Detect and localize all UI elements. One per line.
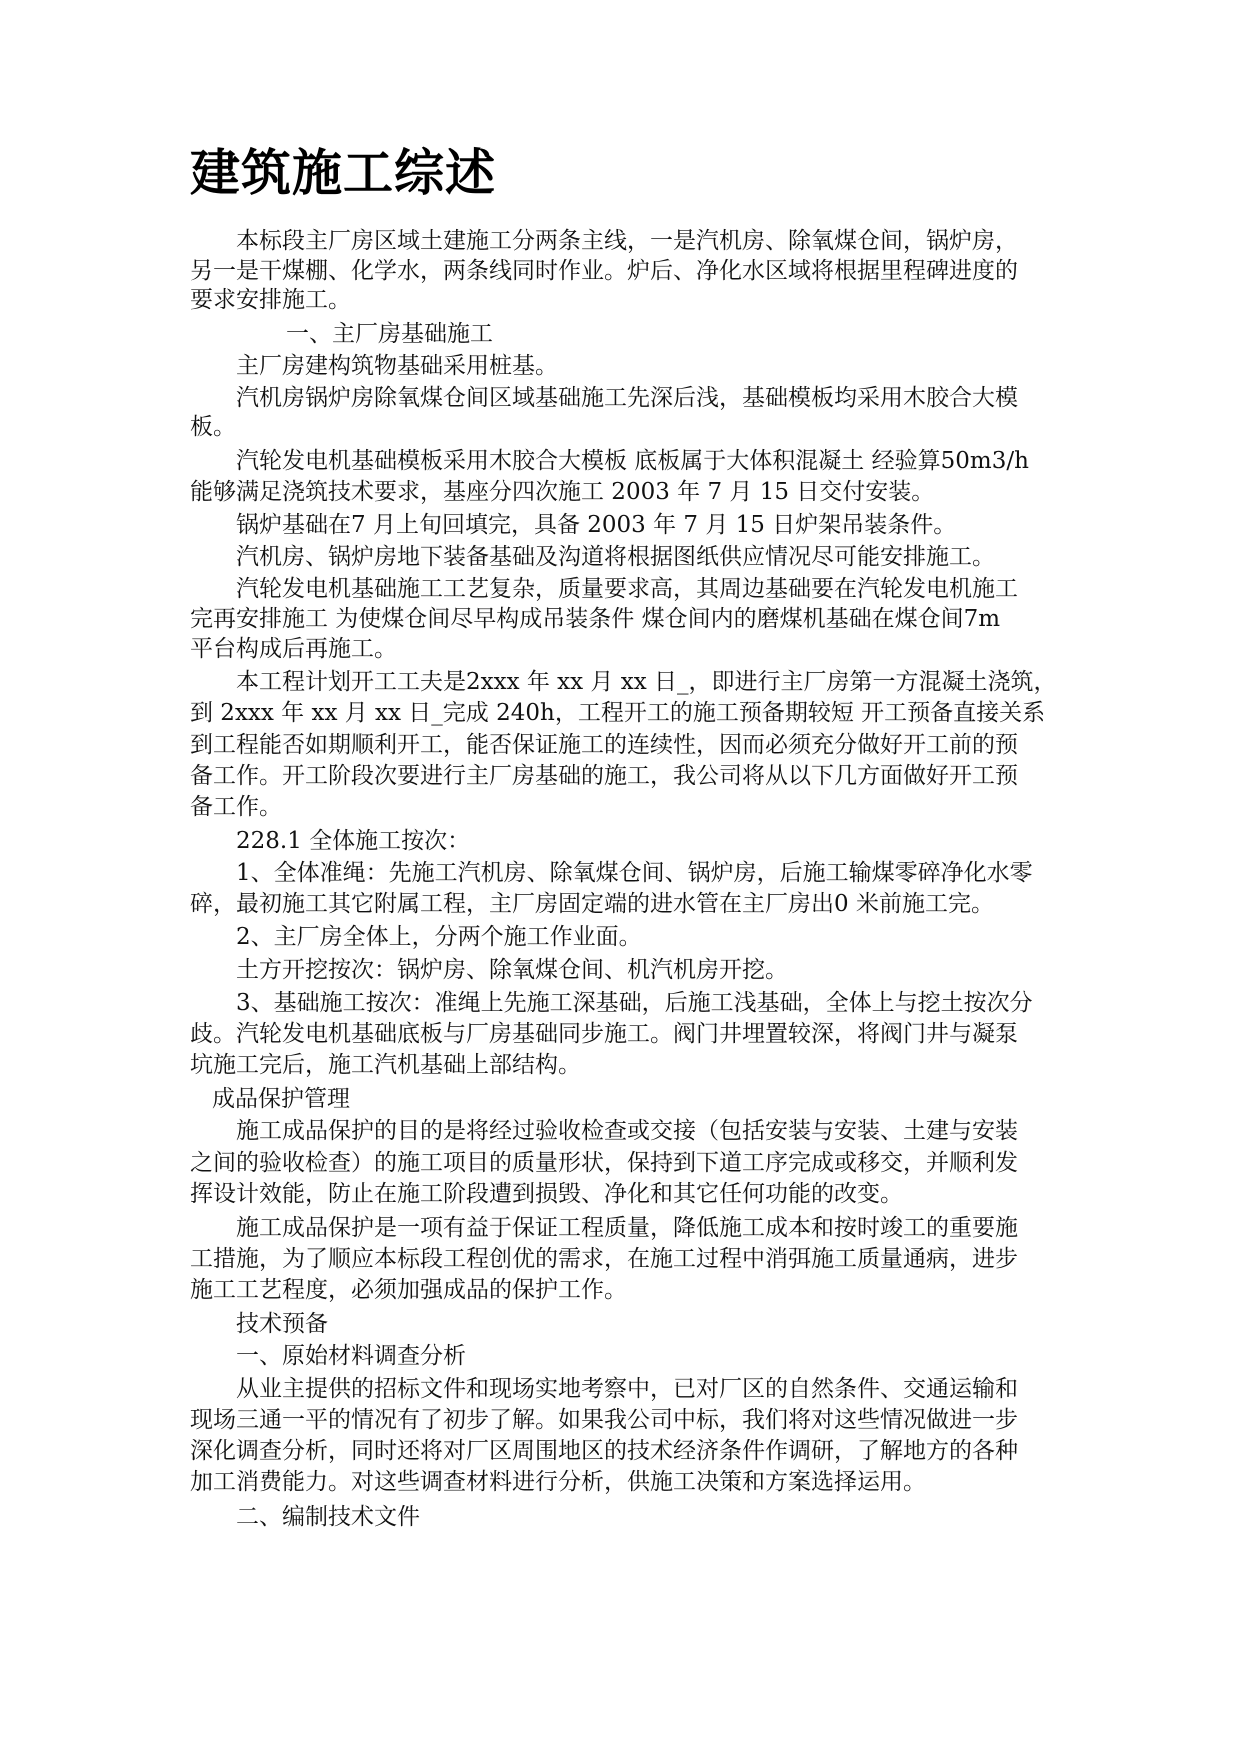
paragraph-line: 本标段主厂房区域土建施工分两条主线，一是汽机房、除氧煤仓间，锅炉房， [236,228,1018,254]
section-heading: 一、原始材料调查分析 [236,1343,466,1369]
paragraph-line: 挥设计效能，防止在施工阶段遭到损毁、净化和其它任何功能的改变。 [190,1181,903,1207]
paragraph-line: 到 2xxx 年 xx 月 xx 日_完成 240h，工程开工的施工预备期较短 开工预备直接关系 [190,700,1046,726]
paragraph-line: 土方开挖按次：锅炉房、除氧煤仓间、机汽机房开挖。 [236,957,788,983]
paragraph-line: 锅炉基础在7 月上旬回填完，具备 2003 年 7 月 15 日炉架吊装条件。 [236,512,957,538]
paragraph-line: 另一是干煤棚、化学水，两条线同时作业。炉后、净化水区域将根据里程碑进度的 [190,258,1018,284]
paragraph-line: 汽轮发电机基础施工工艺复杂，质量要求高，其周边基础要在汽轮发电机施工 [236,576,1018,602]
paragraph-line: 平台构成后再施工。 [190,636,397,662]
paragraph-line: 到工程能否如期顺利开工，能否保证施工的连续性，因而必须充分做好开工前的预 [190,732,1018,758]
paragraph-line: 工措施，为了顺应本标段工程创优的需求，在施工过程中消弭施工质量通病，进步 [190,1246,1018,1272]
paragraph-line: 228.1 全体施工按次： [236,828,471,854]
paragraph-line: 主厂房建构筑物基础采用桩基。 [236,353,558,379]
paragraph-line: 3、基础施工按次：准绳上先施工深基础，后施工浅基础，全体上与挖土按次分 [236,990,1033,1016]
paragraph-line: 施工成品保护的目的是将经过验收检查或交接（包括安装与安装、土建与安装 [236,1118,1018,1144]
section-heading: 一、主厂房基础施工 [286,321,493,347]
paragraph-line: 从业主提供的招标文件和现场实地考察中，已对厂区的自然条件、交通运输和 [236,1376,1018,1402]
paragraph-line: 1、全体准绳：先施工汽机房、除氧煤仓间、锅炉房，后施工输煤零碎净化水零 [236,860,1033,886]
document-title: 建筑施工综述 [190,144,496,202]
paragraph-line: 加工消费能力。对这些调查材料进行分析，供施工决策和方案选择运用。 [190,1469,926,1495]
paragraph-line: 之间的验收检查）的施工项目的质量形状，保持到下道工序完成或移交，并顺利发 [190,1150,1018,1176]
paragraph-line: 能够满足浇筑技术要求，基座分四次施工 2003 年 7 月 15 日交付安装。 [190,479,935,505]
paragraph-line: 汽机房锅炉房除氧煤仓间区域基础施工先深后浅，基础模板均采用木胶合大模 [236,385,1018,411]
paragraph-line: 汽机房、锅炉房地下装备基础及沟道将根据图纸供应情况尽可能安排施工。 [236,544,995,570]
paragraph-line: 2、主厂房全体上，分两个施工作业面。 [236,924,642,950]
paragraph-line: 施工成品保护是一项有益于保证工程质量，降低施工成本和按时竣工的重要施 [236,1215,1018,1241]
section-heading: 成品保护管理 [212,1086,350,1112]
paragraph-line: 深化调查分析，同时还将对厂区周围地区的技术经济条件作调研，了解地方的各种 [190,1438,1018,1464]
paragraph-line: 歧。汽轮发电机基础底板与厂房基础同步施工。阀门井埋置较深，将阀门井与凝泵 [190,1021,1018,1047]
paragraph-line: 坑施工完后，施工汽机基础上部结构。 [190,1052,581,1078]
paragraph-line: 备工作。 [190,794,282,820]
section-heading: 技术预备 [236,1311,328,1337]
paragraph-line: 现场三通一平的情况有了初步了解。如果我公司中标，我们将对这些情况做进一步 [190,1407,1018,1433]
paragraph-line: 碎，最初施工其它附属工程，主厂房固定端的进水管在主厂房出0 米前施工完。 [190,891,994,917]
paragraph-line: 完再安排施工 为使煤仓间尽早构成吊装条件 煤仓间内的磨煤机基础在煤仓间7m [190,606,1001,632]
section-heading: 二、编制技术文件 [236,1504,420,1530]
paragraph-line: 本工程计划开工工夫是2xxx 年 xx 月 xx 日_，即进行主厂房第一方混凝土浇筑， [236,669,1057,695]
paragraph-line: 汽轮发电机基础模板采用木胶合大模板 底板属于大体积混凝土 经验算50m3/h [236,448,1029,474]
paragraph-line: 要求安排施工。 [190,287,351,313]
paragraph-line: 备工作。开工阶段次要进行主厂房基础的施工，我公司将从以下几方面做好开工预 [190,763,1018,789]
paragraph-line: 板。 [190,414,236,440]
paragraph-line: 施工工艺程度，必须加强成品的保护工作。 [190,1277,627,1303]
